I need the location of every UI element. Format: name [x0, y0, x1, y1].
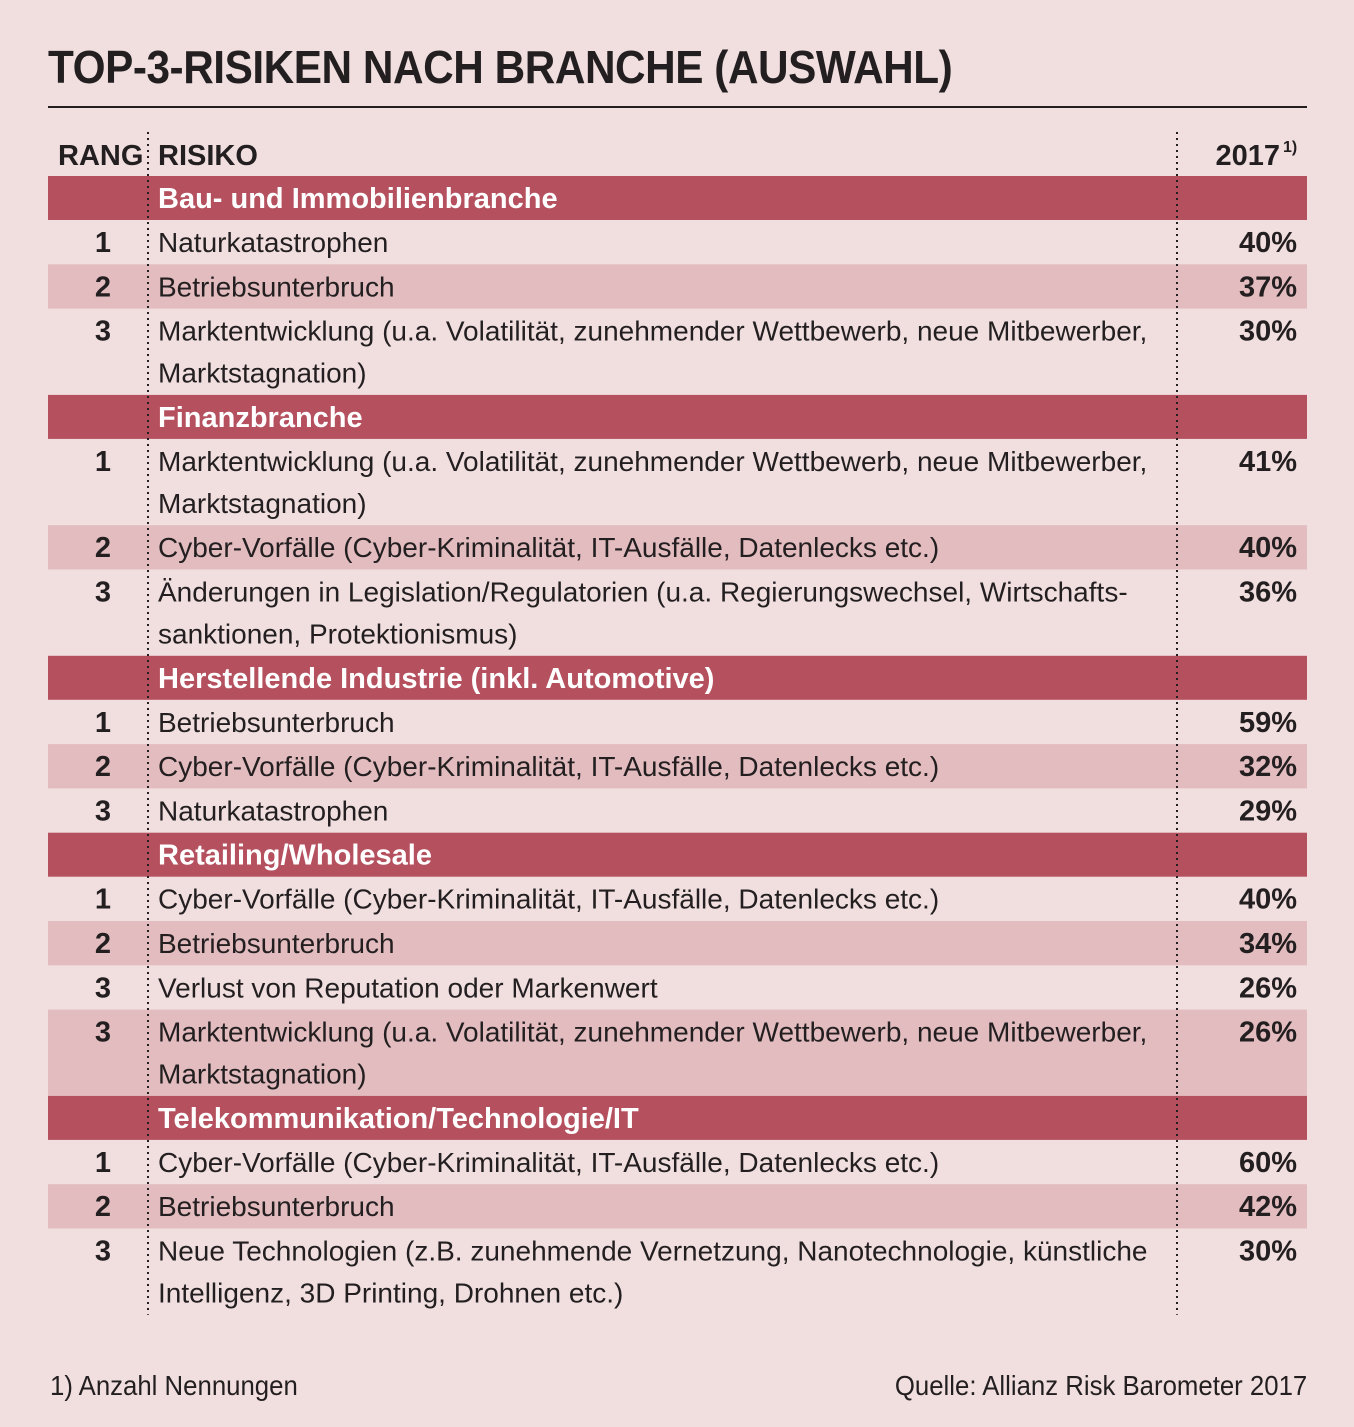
value-cell: 41%: [1238, 445, 1297, 478]
value-cell: 32%: [1238, 751, 1297, 784]
section-title: Bau- und Immobilienbranche: [158, 183, 558, 215]
value-cell: 59%: [1238, 706, 1297, 739]
rank-cell: 1: [94, 445, 112, 478]
rank-cell: 2: [94, 751, 112, 784]
section-title: Finanzbranche: [158, 401, 363, 434]
risk-cell: Betriebsunterbruch: [158, 271, 395, 303]
value-cell: 37%: [1238, 271, 1297, 304]
risk-cell: Betriebsunterbruch: [158, 706, 395, 738]
risk-cell: Betriebsunterbruch: [158, 1191, 395, 1223]
value-cell: 29%: [1238, 795, 1297, 828]
footnote: 1) Anzahl Nennungen: [50, 1370, 298, 1401]
rank-cell: 1: [94, 706, 112, 739]
header-rank: RANG: [58, 140, 144, 172]
risk-cell: Marktentwicklung (u.a. Volatilität, zunehmender Wettbewerb, neue Mitbewerber,: [158, 315, 1148, 347]
rank-cell: 3: [94, 972, 112, 1005]
risk-cell: Neue Technologien (z.B. zunehmende Vernetzung, Nanotechnologie, künstliche: [158, 1235, 1148, 1267]
header-risk: RISIKO: [158, 140, 258, 172]
risk-cell: Marktstagnation): [158, 487, 367, 519]
value-cell: 34%: [1238, 928, 1297, 960]
source-note: Quelle: Allianz Risk Barometer 2017: [894, 1370, 1307, 1401]
rank-cell: 3: [94, 1235, 112, 1268]
value-cell: 40%: [1238, 883, 1297, 916]
header-year-footnote: 1): [1283, 139, 1298, 156]
risk-cell: Verlust von Reputation oder Markenwert: [158, 972, 658, 1004]
value-cell: 26%: [1238, 972, 1297, 1005]
rank-cell: 2: [94, 532, 112, 565]
risk-cell: Marktstagnation): [158, 1058, 367, 1090]
risk-cell: Cyber-Vorfälle (Cyber-Kriminalität, IT-Ausfälle, Datenlecks etc.): [158, 883, 940, 915]
value-cell: 42%: [1238, 1191, 1297, 1224]
risk-cell: Naturkatastrophen: [158, 227, 389, 258]
section-title: Retailing/Wholesale: [158, 839, 432, 872]
risk-cell: sanktionen, Protektionismus): [158, 618, 518, 650]
value-cell: 30%: [1238, 1235, 1297, 1268]
rank-cell: 3: [94, 1016, 112, 1049]
page-title: TOP-3-RISIKEN NACH BRANCHE (AUSWAHL): [48, 41, 953, 93]
rank-cell: 2: [94, 928, 112, 960]
rank-cell: 1: [94, 883, 112, 916]
risk-cell: Änderungen in Legislation/Regulatorien (u.a. Regierungswechsel, Wirtschafts-: [158, 576, 1128, 608]
risk-cell: Cyber-Vorfälle (Cyber-Kriminalität, IT-Ausfälle, Datenlecks etc.): [158, 751, 940, 783]
section-title: Telekommunikation/Technologie/IT: [158, 1102, 639, 1135]
risk-cell: Cyber-Vorfälle (Cyber-Kriminalität, IT-Ausfälle, Datenlecks etc.): [158, 532, 940, 564]
risk-cell: Intelligenz, 3D Printing, Drohnen etc.): [158, 1277, 624, 1309]
risk-cell: Betriebsunterbruch: [158, 928, 395, 959]
rank-cell: 2: [94, 271, 112, 304]
risk-cell: Marktstagnation): [158, 357, 367, 389]
rank-cell: 3: [94, 795, 112, 828]
header-year: 2017: [1215, 140, 1280, 172]
section-title: Herstellende Industrie (inkl. Automotive): [158, 662, 715, 695]
rank-cell: 1: [94, 1146, 112, 1179]
value-cell: 26%: [1238, 1016, 1297, 1049]
risk-cell: Cyber-Vorfälle (Cyber-Kriminalität, IT-Ausfälle, Datenlecks etc.): [158, 1146, 940, 1178]
rank-cell: 1: [94, 227, 112, 259]
rank-cell: 3: [94, 315, 112, 348]
value-cell: 60%: [1238, 1146, 1297, 1179]
value-cell: 30%: [1238, 315, 1297, 348]
risk-cell: Naturkatastrophen: [158, 795, 389, 827]
value-cell: 40%: [1238, 532, 1297, 565]
rank-cell: 2: [94, 1191, 112, 1224]
rank-cell: 3: [94, 576, 112, 609]
risk-cell: Marktentwicklung (u.a. Volatilität, zunehmender Wettbewerb, neue Mitbewerber,: [158, 445, 1148, 477]
value-cell: 36%: [1238, 576, 1297, 609]
risk-cell: Marktentwicklung (u.a. Volatilität, zunehmender Wettbewerb, neue Mitbewerber,: [158, 1016, 1148, 1048]
value-cell: 40%: [1238, 227, 1297, 259]
